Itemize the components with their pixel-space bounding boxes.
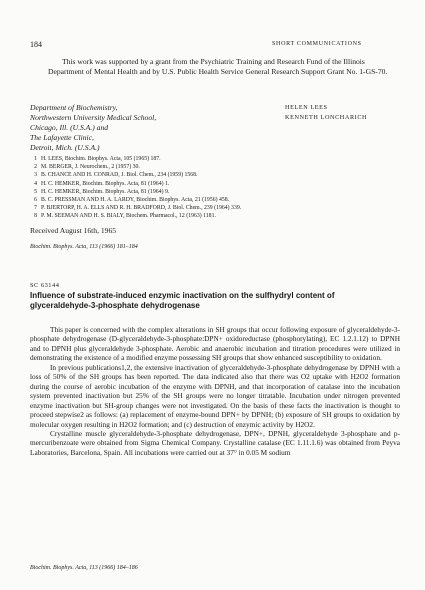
reference-item: 3 B. CHANCE AND H. CONRAD, J. Biol. Chem., 234 (1959) 1568.: [34, 172, 198, 179]
reference-item: 2 M. BERGER, J. Neurochem., 2 (1957) 30.: [34, 164, 140, 171]
acknowledgement: [48, 57, 388, 78]
body-paragraph: In previous publications1,2, the extensive inactivation of glyceraldehyde-3-phosphate dehydrogenase by DPNH with a loss of 50% of the SH groups has been reported. The data indicated also that there was O2 uptake with H2O2 formation during the course of aerobic incubation of the enzyme with DPNH, and that incorporation of catalase into the incubation system prevented inactivation but 25% of the SH groups were no longer titratable. Incubation under nitrogen prevented enzyme inactivation but SH-group changes were not investigated. On the basis of these facts the inactivation is thought to proceed stepwise2 as follows: (a) replacement of enzyme-bound DPN+ by DPNH; (b) exposure of SH groups to oxidation by molecular oxygen resulting in H2O2 formation; and (c) destruction of enzymic activity by H2O2.: [30, 362, 400, 429]
article-body: [30, 325, 400, 457]
author-name: KENNETH LONCHARICH: [285, 114, 368, 121]
author-affiliation: [30, 103, 156, 153]
affiliation-line: Chicago, Ill. (U.S.A.) and: [30, 123, 109, 132]
running-title: SHORT COMMUNICATIONS: [272, 41, 362, 47]
received-date: Received August 16th, 1965: [30, 226, 117, 235]
affiliation-line: Detroit, Mich. (U.S.A.): [30, 143, 100, 152]
reference-item: 7 P. BJERTORP, H. A. ELLS AND R. H. BRADFORD, J. Biol. Chem., 239 (1964) 339.: [34, 205, 242, 212]
affiliation-line: The Lafayette Clinic,: [30, 133, 94, 142]
author-names: [285, 103, 367, 123]
acknowledgement-text: This work was supported by a grant from the Psychiatric Training and Research Fund of the Illinois Department of Mental Health and by U.S. Public Health Service General Research Support Grant No. 1-GS-70.: [48, 57, 388, 77]
reference-item: 5 H. C. HEMKER, Biochim. Biophys. Acta, 81 (1964) 9.: [34, 188, 170, 195]
affiliation-line: Department of Biochemistry,: [30, 103, 118, 112]
footer-citation: Biochim. Biophys. Acta, 113 (1966) 184–186: [30, 565, 138, 571]
reference-list: [26, 155, 386, 221]
reference-item: 4 H. C. HEMKER, Biochim. Biophys. Acta, 81 (1964) 1.: [34, 180, 170, 187]
reference-item: 1 H. LEES, Biochim. Biophys. Acta, 105 (1965) 187.: [34, 156, 161, 162]
author-name: HELEN LEES: [285, 104, 328, 111]
reference-item: 8 P. M. SEEMAN AND H. S. BIALY, Biochem. Pharmacol., 12 (1963) 1181.: [34, 213, 216, 220]
reference-item: 6 B. C. PRESSMAN AND H. A. LARDY, Biochim. Biophys. Acta, 21 (1956) 458.: [34, 197, 230, 204]
page-number: 184: [30, 40, 42, 49]
communication-number: SC 63144: [30, 282, 60, 289]
article-title: Influence of substrate-induced enzymic inactivation on the sulfhydryl content of glyceraldehyde-3-phosphate dehydrogenase: [30, 291, 335, 311]
affiliation-line: Northwestern University Medical School,: [30, 113, 157, 122]
previous-article-citation: Biochim. Biophys. Acta, 113 (1966) 181–184: [30, 244, 138, 250]
body-paragraph: Crystalline muscle glyceraldehyde-3-phosphate dehydrogenase, DPN+, DPNH, glyceraldehyde 3-phosphate and p-mercuribenzoate were obtained from Sigma Chemical Company. Crystalline catalase (EC 1.11.1.6) was obtained from Peyva Laboratories, Barcelona, Spain. All incubations were carried out at 37° in 0.05 M sodium: [30, 428, 400, 457]
body-paragraph: This paper is concerned with the complex alterations in SH groups that occur following exposure of glyceraldehyde-3-phosphate dehydrogenase (D-glyceraldehyde-3-phosphate:DPN+ oxidoreductase (phosphorylating), EC 1.2.1.12) to DPNH and to DPNH plus glyceraldehyde 3-phosphate. Aerobic and anaerobic incubation and titration procedures were utilized in demonstrating the existence of a modified enzyme possessing SH groups that show enhanced susceptibility to oxidation.: [30, 325, 400, 363]
